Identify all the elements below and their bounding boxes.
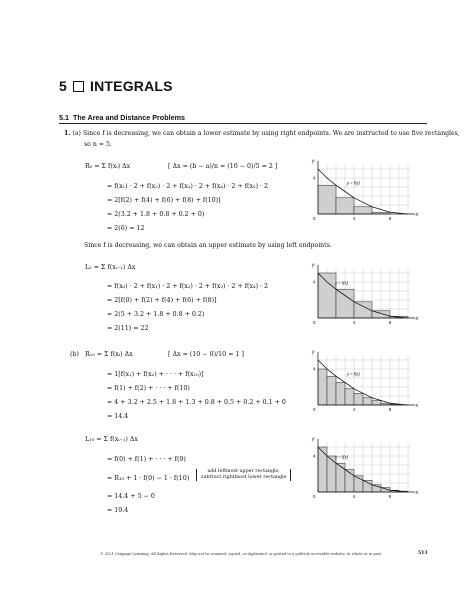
graph-r5 <box>310 158 418 224</box>
part-a-intro-2: so n = 5. <box>84 141 112 148</box>
x-axis-label: x <box>415 403 418 409</box>
chapter-number: 5 <box>59 78 67 94</box>
riemann-rect <box>327 456 336 492</box>
riemann-rect <box>354 207 372 214</box>
l10-line-4: = 19.4 <box>107 507 129 514</box>
y-tick-label: 4 <box>313 175 316 181</box>
y-axis-label: y <box>312 262 315 269</box>
r10-lhs: R₁₀ = Σ f(xᵢ) Δx <box>85 351 133 358</box>
part-a-intro: Since f is decreasing, we can obtain a lower estimate by using right endpoints. We are instructed to use five rectangles, <box>82 130 460 137</box>
origin-label: 0 <box>313 320 316 325</box>
l10-note-line-2: subtract rightmost lower rectangle <box>201 475 287 480</box>
l10-lhs: L₁₀ = Σ f(xᵢ₋₁) Δx <box>85 436 138 443</box>
l5-lhs: L₅ = Σ f(xᵢ₋₁) Δx <box>85 264 136 271</box>
problem-number: 1. <box>64 130 71 137</box>
l5-line-3: ≈ 2(5 + 3.2 + 1.8 + 0.8 + 0.2) <box>107 311 205 318</box>
origin-label: 0 <box>313 494 316 499</box>
l10-note-line-1: add leftmost upper rectangle, <box>207 469 280 474</box>
x-tick-label: 4 <box>352 407 356 412</box>
riemann-rect <box>354 302 372 318</box>
x-axis-label: x <box>415 212 418 218</box>
l5-line-1: = f(x₀) · 2 + f(x₁) · 2 + f(x₂) · 2 + f(x₃) · 2 + f(x₄) · 2 <box>107 283 269 290</box>
origin-label: 0 <box>313 407 316 412</box>
graph-l5 <box>310 262 418 328</box>
y-tick-label: 4 <box>313 366 316 372</box>
riemann-rect <box>336 198 354 214</box>
footer-copyright: © 2021 Cengage Learning. All Rights Reserved. May not be scanned, copied, or duplicated, or posted to a publicly accessible website, in whole or in part. <box>100 552 383 556</box>
riemann-rect <box>318 447 327 492</box>
x-tick-label: 8 <box>388 216 392 221</box>
l10-line-1: = f(0) + f(1) + · · · + f(9) <box>107 456 186 463</box>
l5-line-2: = 2[f(0) + f(2) + f(4) + f(6) + f(8)] <box>107 297 217 304</box>
problem-intro <box>64 130 460 137</box>
x-tick-label: 8 <box>388 407 392 412</box>
graph-r10 <box>310 349 418 415</box>
r10-line-4: = 14.4 <box>107 413 129 420</box>
riemann-rect <box>336 383 345 406</box>
chapter-title: INTEGRALS <box>90 78 173 94</box>
chapter-box-icon <box>73 81 84 92</box>
y-axis-label: y <box>312 436 315 443</box>
x-tick-label: 4 <box>352 494 356 499</box>
y-axis-label: y <box>312 349 315 356</box>
x-axis-label: x <box>415 490 418 496</box>
y-tick-label: 4 <box>313 279 316 285</box>
riemann-rect <box>336 463 345 492</box>
l10-note <box>196 469 291 481</box>
page-number: 513 <box>418 551 428 556</box>
x-tick-label: 4 <box>352 320 356 325</box>
r5-bracket: [ Δx = (b − a)/n = (10 − 0)/5 = 2 ] <box>168 163 278 170</box>
y-axis-label: y <box>312 158 315 165</box>
x-axis-label: x <box>415 316 418 322</box>
curve-label: y = f(x) <box>335 280 349 286</box>
part-b-label: (b) <box>70 351 79 358</box>
l10-line-2: = R₁₀ + 1 · f(0) − 1 · f(10) <box>107 475 190 482</box>
riemann-rect <box>318 273 336 318</box>
curve-label: y = f(x) <box>346 371 360 377</box>
r5-line-1: = f(x₁) · 2 + f(x₂) · 2 + f(x₃) · 2 + f(x₄) · 2 + f(x₅) · 2 <box>107 183 269 190</box>
riemann-rect <box>318 369 327 405</box>
r5-line-4: = 2(6) = 12 <box>107 225 145 232</box>
curve-label: y = f(x) <box>346 180 360 186</box>
riemann-rect <box>363 398 372 405</box>
chapter-heading <box>59 78 173 94</box>
r10-line-1: = 1[f(x₁) + f(x₂) + · · · + f(x₁₀)] <box>107 371 204 378</box>
x-tick-label: 4 <box>352 216 356 221</box>
r10-line-2: = f(1) + f(2) + · · · + f(10) <box>107 385 190 392</box>
riemann-rect <box>327 376 336 405</box>
x-tick-label: 8 <box>388 320 392 325</box>
section-title: The Area and Distance Problems <box>73 113 185 122</box>
x-tick-label: 8 <box>388 494 392 499</box>
y-tick-label: 4 <box>313 453 316 459</box>
r5-line-3: ≈ 2(3.2 + 1.8 + 0.8 + 0.2 + 0) <box>107 211 205 218</box>
l5-line-4: = 2(11) = 22 <box>107 325 149 332</box>
riemann-rect <box>336 289 354 318</box>
riemann-rect <box>318 185 336 214</box>
riemann-rect <box>354 393 363 405</box>
riemann-rect <box>372 401 381 406</box>
upper-intro: Since f is decreasing, we can obtain an upper estimate by using left endpoints. <box>84 242 332 249</box>
section-number: 5.1 <box>59 113 69 122</box>
riemann-rect <box>363 480 372 492</box>
section-rule <box>59 123 427 124</box>
section-heading <box>59 113 185 122</box>
part-a-label: (a) <box>72 130 81 137</box>
curve-label: y = f(x) <box>335 454 349 460</box>
r10-bracket: [ Δx = (10 − 0)/10 = 1 ] <box>168 351 244 358</box>
riemann-rect <box>345 389 354 405</box>
l10-line-3: = 14.4 + 5 − 0 <box>107 493 155 500</box>
origin-label: 0 <box>313 216 316 221</box>
r5-lhs: R₅ = Σ f(xᵢ) Δx <box>85 163 131 170</box>
r10-line-3: ≈ 4 + 3.2 + 2.5 + 1.8 + 1.3 + 0.8 + 0.5 + 0.2 + 0.1 + 0 <box>107 399 286 406</box>
graph-l10 <box>310 436 418 502</box>
r5-line-2: = 2[f(2) + f(4) + f(6) + f(8) + f(10)] <box>107 197 221 204</box>
